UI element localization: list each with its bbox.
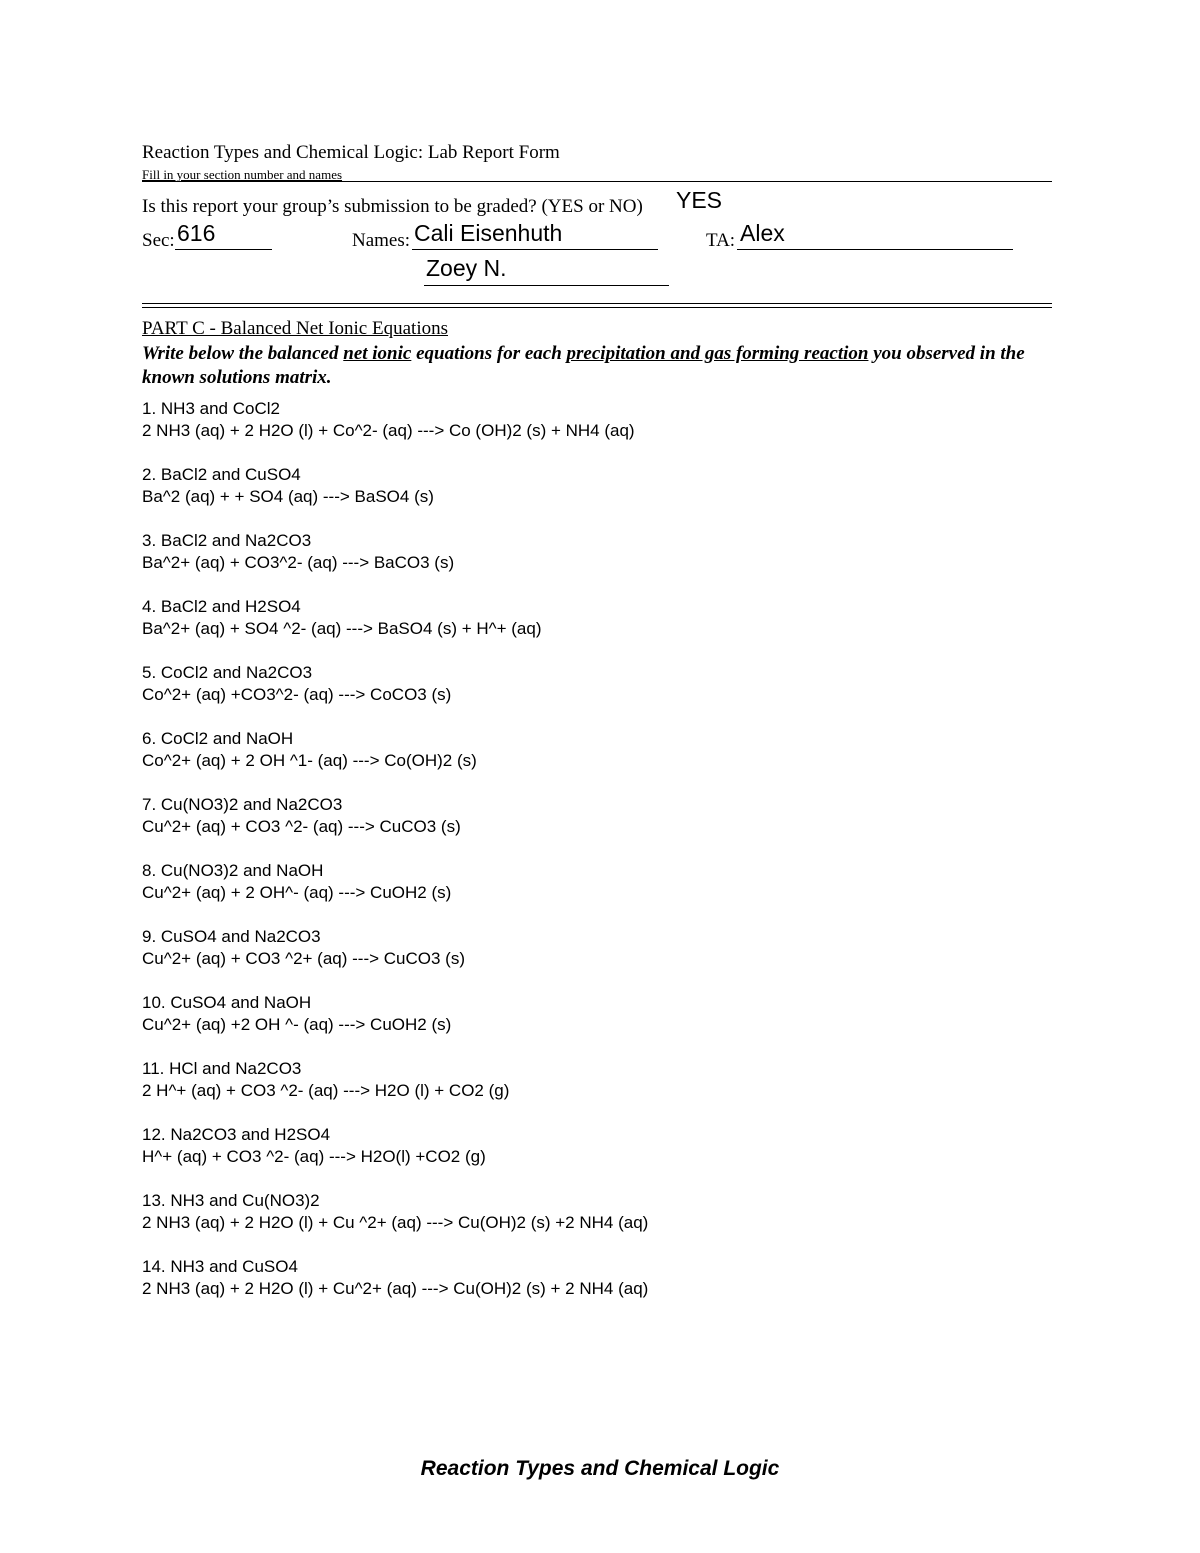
equation-reactants: 6. CoCl2 and NaOH: [142, 729, 294, 748]
equation-text: Ba^2 (aq) + + SO4 (aq) ---> BaSO4 (s): [142, 487, 434, 506]
part-c-title: PART C - Balanced Net Ionic Equations: [142, 318, 448, 339]
equation-reactants: 11. HCl and Na2CO3: [142, 1059, 302, 1078]
equation-text: Cu^2+ (aq) +2 OH ^- (aq) ---> CuOH2 (s): [142, 1015, 452, 1034]
ta-label: TA:: [706, 230, 736, 251]
section-double-rule: [142, 303, 1052, 308]
equation-text: Cu^2+ (aq) + CO3 ^2+ (aq) ---> CuCO3 (s): [142, 949, 465, 968]
equation-reactants: 14. NH3 and CuSO4: [142, 1257, 298, 1276]
name-2-underline: [424, 285, 669, 286]
equation-reactants: 5. CoCl2 and Na2CO3: [142, 663, 313, 682]
equation-text: Ba^2+ (aq) + SO4 ^2- (aq) ---> BaSO4 (s) + H^+ (aq): [142, 619, 542, 638]
equation-reactants: 8. Cu(NO3)2 and NaOH: [142, 861, 324, 880]
equation-reactants: 10. CuSO4 and NaOH: [142, 993, 312, 1012]
equation-text: Co^2+ (aq) + 2 OH ^1- (aq) ---> Co(OH)2 (s): [142, 751, 477, 770]
equation-item-12[interactable]: [142, 1124, 648, 1190]
names-label: Names:: [352, 230, 411, 251]
equation-text: Cu^2+ (aq) + 2 OH^- (aq) ---> CuOH2 (s): [142, 883, 452, 902]
name-1-underline: [412, 249, 658, 250]
section-underline: [175, 249, 272, 250]
equation-item-4[interactable]: [142, 596, 648, 662]
equation-text: H^+ (aq) + CO3 ^2- (aq) ---> H2O(l) +CO2 (g): [142, 1147, 486, 1166]
equation-item-10[interactable]: [142, 992, 648, 1058]
equation-item-9[interactable]: [142, 926, 648, 992]
equation-reactants: 2. BaCl2 and CuSO4: [142, 465, 301, 484]
equation-text: 2 NH3 (aq) + 2 H2O (l) + Co^2- (aq) ---> Co (OH)2 (s) + NH4 (aq): [142, 421, 635, 440]
equation-item-6[interactable]: [142, 728, 648, 794]
equation-text: Ba^2+ (aq) + CO3^2- (aq) ---> BaCO3 (s): [142, 553, 455, 572]
equation-item-14[interactable]: [142, 1256, 648, 1322]
part-c-instructions: Write below the balanced net ionic equations for each precipitation and gas forming reaction you observed in the known solutions matrix.: [142, 343, 1025, 388]
equation-reactants: 9. CuSO4 and Na2CO3: [142, 927, 321, 946]
page-footer: Reaction Types and Chemical Logic: [420, 1457, 780, 1480]
equation-reactants: 13. NH3 and Cu(NO3)2: [142, 1191, 320, 1210]
equation-item-11[interactable]: [142, 1058, 648, 1124]
equation-item-1[interactable]: [142, 398, 648, 464]
name-field-2[interactable]: Zoey N.: [426, 255, 507, 281]
equation-item-13[interactable]: [142, 1190, 648, 1256]
fill-instruction: Fill in your section number and names: [142, 167, 343, 182]
equation-text: 2 NH3 (aq) + 2 H2O (l) + Cu^2+ (aq) ---> Cu(OH)2 (s) + 2 NH4 (aq): [142, 1279, 649, 1298]
equation-text: Cu^2+ (aq) + CO3 ^2- (aq) ---> CuCO3 (s): [142, 817, 461, 836]
ta-field[interactable]: Alex: [740, 220, 785, 246]
ta-underline: [737, 249, 1013, 250]
equation-text: 2 H^+ (aq) + CO3 ^2- (aq) ---> H2O (l) + CO2 (g): [142, 1081, 510, 1100]
equation-reactants: 3. BaCl2 and Na2CO3: [142, 531, 312, 550]
equation-text: 2 NH3 (aq) + 2 H2O (l) + Cu ^2+ (aq) ---> Cu(OH)2 (s) +2 NH4 (aq): [142, 1213, 649, 1232]
equation-item-3[interactable]: [142, 530, 648, 596]
equation-reactants: 1. NH3 and CoCl2: [142, 399, 280, 418]
name-field-1[interactable]: Cali Eisenhuth: [414, 220, 563, 246]
header-rule: [142, 181, 1052, 182]
graded-question: Is this report your group’s submission to be graded? (YES or NO): [142, 196, 643, 217]
equation-reactants: 7. Cu(NO3)2 and Na2CO3: [142, 795, 343, 814]
equation-item-7[interactable]: [142, 794, 648, 860]
form-title: Reaction Types and Chemical Logic: Lab Report Form: [142, 142, 560, 163]
section-field[interactable]: 616: [177, 220, 216, 246]
graded-answer-field[interactable]: YES: [676, 187, 723, 213]
equation-text: Co^2+ (aq) +CO3^2- (aq) ---> CoCO3 (s): [142, 685, 452, 704]
equation-list: [142, 398, 648, 1322]
equation-reactants: 4. BaCl2 and H2SO4: [142, 597, 301, 616]
section-label: Sec:: [142, 230, 175, 251]
equation-item-2[interactable]: [142, 464, 648, 530]
equation-item-8[interactable]: [142, 860, 648, 926]
equation-reactants: 12. Na2CO3 and H2SO4: [142, 1125, 331, 1144]
equation-item-5[interactable]: [142, 662, 648, 728]
